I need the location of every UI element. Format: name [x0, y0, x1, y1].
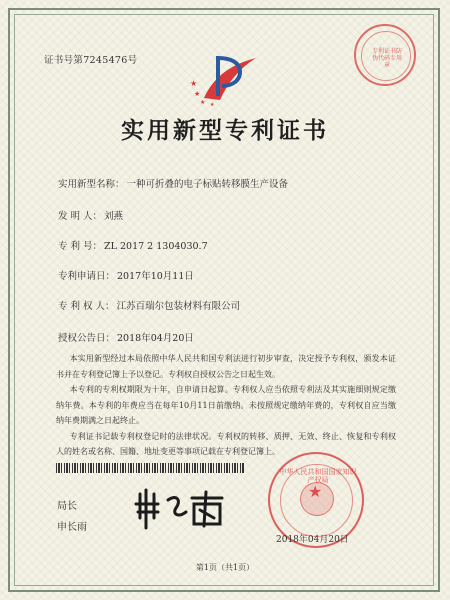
certificate-number: 证书号第7245476号: [44, 55, 138, 66]
director-name: 申长雨: [57, 522, 87, 533]
field-patent-number: 专 利 号： ZL 2017 2 1304030.7: [58, 241, 208, 252]
document-title: 实用新型专利证书: [121, 117, 329, 144]
certificate-body: [56, 351, 396, 460]
svg-text:★: ★: [194, 90, 201, 98]
barcode: [56, 463, 244, 473]
page-indicator: 第1页（共1页）: [195, 563, 255, 572]
body-paragraph-3: 专利证书记载专利权登记时的法律状况。专利权的转移、质押、无效、终止、恢复和专利权人的姓名或名称、国籍、地址变更等事项记载在专利登记簿上。: [56, 431, 396, 456]
svg-text:★: ★: [190, 79, 198, 88]
patent-office-logo-icon: [188, 48, 260, 106]
director-title: 局长: [57, 501, 77, 512]
handwritten-signature-icon: [128, 482, 228, 532]
field-application-date: 专利申请日： 2017年10月11日: [58, 271, 194, 282]
body-paragraph-1: 本实用新型经过本局依照中华人民共和国专利法进行初步审查，决定授予专利权，颁发本证书并在专利登记簿上予以登记。专利权自授权公告之日起生效。: [56, 354, 396, 379]
field-grant-date: 授权公告日： 2018年04月20日: [58, 333, 194, 344]
body-paragraph-2: 本专利的专利权期限为十年，自申请日起算。专利权人应当依照专利法及其实施细则规定缴纳年费。本专利的年费应当在每年10月11日前缴纳。未按照规定缴纳年费的，专利权自应当缴纳年费期满之日起终止。: [56, 385, 396, 425]
field-utility-model-name: 实用新型名称： 一种可折叠的电子标贴转移膜生产设备: [58, 179, 289, 190]
field-patent-holder: 专 利 权 人： 江苏百瑞尔包装材料有限公司: [58, 301, 241, 312]
field-inventor: 发 明 人： 刘燕: [58, 211, 124, 222]
anti-counterfeit-stamp: 专利证书防伪代码专用章: [354, 24, 416, 86]
official-seal: ★ 中华人民共和国国家知识产权局: [268, 452, 364, 548]
seal-date: 2018年04月20日: [276, 535, 349, 545]
svg-text:★: ★: [210, 102, 215, 106]
svg-text:★: ★: [200, 99, 206, 106]
